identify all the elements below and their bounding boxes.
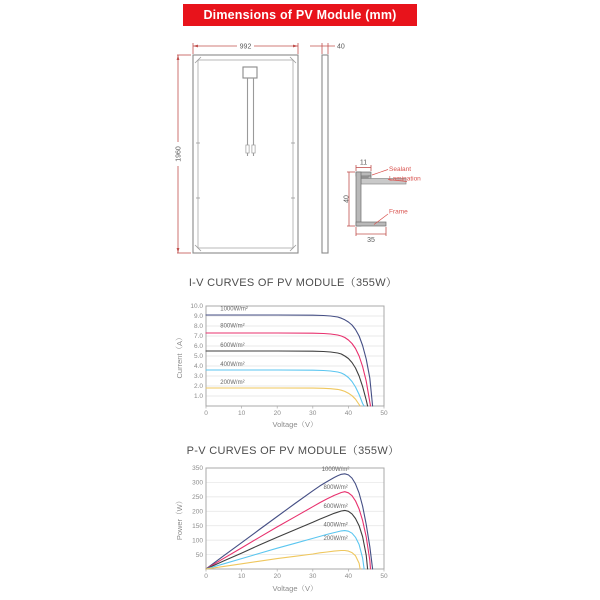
y-tick-label: 4.0 (193, 363, 203, 371)
x-tick-label: 20 (273, 410, 281, 417)
y-tick-label: 150 (192, 522, 203, 530)
series-label: 200W/m² (323, 536, 348, 543)
dim-width-label: 992 (239, 43, 252, 51)
banner-title: Dimensions of PV Module (mm) (203, 8, 397, 22)
dim-height-label: 1960 (175, 146, 183, 162)
x-tick-label: 0 (204, 410, 208, 417)
x-tick-label: 0 (204, 573, 208, 580)
dim-height (176, 55, 192, 253)
iv-chart-title: I-V CURVES OF PV MODULE（355W） (188, 277, 398, 289)
series-label: 200W/m² (220, 380, 245, 386)
x-tick-label: 40 (344, 573, 353, 580)
y-tick-label: 50 (195, 551, 203, 559)
y-axis-label: Current（A） (175, 333, 184, 379)
module-inner-frame (198, 60, 293, 248)
dim-section-top-label: 11 (359, 159, 368, 167)
callout-lamination: Lamination (389, 175, 421, 183)
x-tick-label: 10 (237, 410, 246, 417)
series-label: 400W/m² (220, 362, 245, 368)
pv-curves-chart (168, 440, 418, 600)
connector-left (246, 145, 249, 153)
x-tick-label: 40 (344, 410, 353, 417)
cross-section-detail (344, 160, 422, 245)
series-label: 800W/m² (323, 485, 348, 492)
y-axis-label: Power（W） (175, 496, 184, 541)
pv-chart-plot (168, 464, 418, 600)
iv-chart-plot (168, 296, 418, 446)
side-profile (322, 55, 328, 253)
series-label: 600W/m² (323, 503, 348, 510)
y-tick-label: 300 (192, 479, 203, 487)
iv-curves-chart (168, 272, 418, 446)
y-tick-label: 250 (192, 494, 203, 502)
series-label: 800W/m² (220, 323, 245, 330)
x-axis-label: Voltage（V） (272, 420, 318, 429)
x-tick-label: 30 (309, 573, 317, 580)
dim-width (193, 43, 298, 54)
dim-section-height-label: 40 (343, 195, 351, 203)
x-tick-label: 20 (273, 573, 281, 580)
frame-web (356, 172, 361, 226)
y-tick-label: 7.0 (193, 333, 203, 341)
pv-module-dimension-drawing (160, 38, 440, 268)
series-line-200W/m² (206, 388, 360, 406)
x-tick-label: 50 (380, 410, 388, 417)
callout-frame: Frame (389, 208, 408, 216)
series-label: 1000W/m² (321, 466, 350, 473)
header-banner (183, 4, 417, 26)
y-tick-label: 2.0 (193, 383, 203, 391)
y-tick-label: 6.0 (193, 343, 203, 351)
dim-thickness-label: 40 (337, 43, 345, 51)
y-tick-label: 3.0 (193, 373, 203, 381)
pv-chart-title: P-V CURVES OF PV MODULE（355W） (186, 445, 400, 457)
y-tick-label: 9.0 (193, 313, 203, 321)
front-view (193, 55, 298, 253)
module-outer-frame (193, 55, 298, 253)
series-line-200W/m² (206, 551, 360, 570)
y-tick-label: 10.0 (190, 303, 203, 311)
x-tick-label: 30 (309, 410, 317, 417)
series-label: 400W/m² (323, 522, 348, 529)
junction-box (243, 67, 257, 156)
series-line-600W/m² (206, 351, 368, 406)
side-view (310, 43, 345, 253)
series-label: 600W/m² (220, 343, 245, 349)
callout-sealant: Sealant (389, 166, 412, 173)
connector-right (252, 145, 255, 153)
dim-section-bottom-label: 35 (367, 237, 375, 244)
frame-bottom-flange (356, 222, 386, 226)
plot-border (206, 468, 384, 569)
x-tick-label: 10 (237, 573, 246, 580)
y-tick-label: 1.0 (193, 393, 203, 401)
y-tick-label: 100 (192, 537, 203, 545)
series-label: 1000W/m² (220, 306, 248, 313)
junction-box-body (243, 67, 257, 78)
y-tick-label: 8.0 (193, 323, 203, 331)
y-tick-label: 200 (192, 508, 203, 516)
y-tick-label: 5.0 (193, 353, 203, 361)
x-tick-label: 50 (380, 573, 388, 580)
y-tick-label: 350 (192, 465, 203, 473)
x-axis-label: Voltage（V） (272, 584, 318, 593)
